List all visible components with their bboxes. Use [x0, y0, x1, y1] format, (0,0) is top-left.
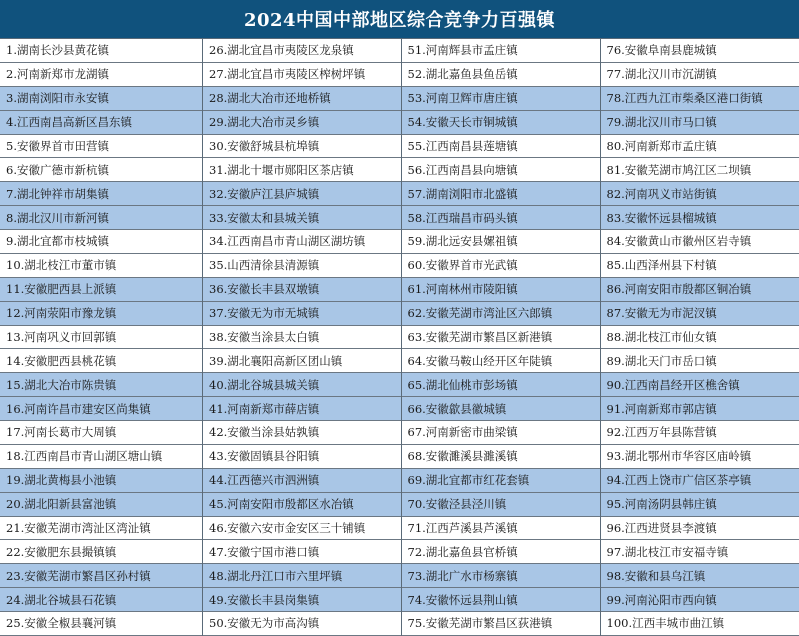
table-cell: 8.湖北汉川市新河镇: [0, 206, 202, 230]
table-cell: 73.湖北广水市杨寨镇: [402, 564, 600, 588]
table-cell: 9.湖北宜都市枝城镇: [0, 230, 202, 254]
table-cell: 7.湖北钟祥市胡集镇: [0, 182, 202, 206]
table-cell: 78.江西九江市柴桑区港口街镇: [601, 87, 799, 111]
table-cell: 29.湖北大冶市灵乡镇: [203, 111, 401, 135]
table-cell: 32.安徽庐江县庐城镇: [203, 182, 401, 206]
table-cell: 30.安徽舒城县杭埠镇: [203, 135, 401, 159]
table-column-4: [601, 39, 799, 636]
table-cell: 40.湖北谷城县城关镇: [203, 373, 401, 397]
table-cell: 18.江西南昌市青山湖区塘山镇: [0, 445, 202, 469]
table-cell: 13.河南巩义市回郭镇: [0, 326, 202, 350]
table-cell: 80.河南新郑市孟庄镇: [601, 135, 799, 159]
table-cell: 51.河南辉县市孟庄镇: [402, 39, 600, 63]
table-cell: 34.江西南昌市青山湖区湖坊镇: [203, 230, 401, 254]
table-cell: 58.江西瑞昌市码头镇: [402, 206, 600, 230]
table-cell: 5.安徽界首市田营镇: [0, 135, 202, 159]
table-cell: 22.安徽肥东县撮镇镇: [0, 540, 202, 564]
table-cell: 41.河南新郑市薛店镇: [203, 397, 401, 421]
table-cell: 62.安徽芜湖市湾沚区六郎镇: [402, 302, 600, 326]
table-cell: 36.安徽长丰县双墩镇: [203, 278, 401, 302]
table-cell: 66.安徽歙县徽城镇: [402, 397, 600, 421]
table-cell: 77.湖北汉川市沉湖镇: [601, 63, 799, 87]
table-cell: 100.江西丰城市曲江镇: [601, 612, 799, 636]
table-cell: 71.江西芦溪县芦溪镇: [402, 517, 600, 541]
sheet-title: 2024中国中部地区综合竞争力百强镇: [0, 0, 799, 38]
table-cell: 27.湖北宜昌市夷陵区榨树坪镇: [203, 63, 401, 87]
table-cell: 93.湖北鄂州市华容区庙岭镇: [601, 445, 799, 469]
table-cell: 24.湖北谷城县石花镇: [0, 588, 202, 612]
table-cell: 98.安徽和县乌江镇: [601, 564, 799, 588]
table-cell: 69.湖北宜都市红花套镇: [402, 469, 600, 493]
table-cell: 88.湖北枝江市仙女镇: [601, 326, 799, 350]
table-cell: 57.湖南浏阳市北盛镇: [402, 182, 600, 206]
table-cell: 87.安徽无为市泥汊镇: [601, 302, 799, 326]
table-cell: 94.江西上饶市广信区茶亭镇: [601, 469, 799, 493]
table-cell: 1.湖南长沙县黄花镇: [0, 39, 202, 63]
table-cell: 4.江西南昌高新区昌东镇: [0, 111, 202, 135]
table-cell: 65.湖北仙桃市彭场镇: [402, 373, 600, 397]
table-cell: 44.江西德兴市泗洲镇: [203, 469, 401, 493]
table-cell: 90.江西南昌经开区樵舍镇: [601, 373, 799, 397]
ranking-table: [0, 38, 799, 636]
table-cell: 50.安徽无为市高沟镇: [203, 612, 401, 636]
table-column-1: [0, 39, 203, 636]
table-cell: 52.湖北嘉鱼县鱼岳镇: [402, 63, 600, 87]
table-cell: 20.湖北阳新县富池镇: [0, 493, 202, 517]
table-cell: 96.江西进贤县李渡镇: [601, 517, 799, 541]
table-cell: 75.安徽芜湖市繁昌区荻港镇: [402, 612, 600, 636]
table-cell: 17.河南长葛市大周镇: [0, 421, 202, 445]
table-cell: 42.安徽当涂县姑孰镇: [203, 421, 401, 445]
table-cell: 25.安徽全椒县襄河镇: [0, 612, 202, 636]
table-cell: 92.江西万年县陈营镇: [601, 421, 799, 445]
table-cell: 47.安徽宁国市港口镇: [203, 540, 401, 564]
table-cell: 56.江西南昌县向塘镇: [402, 158, 600, 182]
table-cell: 33.安徽太和县城关镇: [203, 206, 401, 230]
table-cell: 89.湖北天门市岳口镇: [601, 349, 799, 373]
table-cell: 74.安徽怀远县荆山镇: [402, 588, 600, 612]
table-cell: 83.安徽怀远县榴城镇: [601, 206, 799, 230]
table-cell: 55.江西南昌县莲塘镇: [402, 135, 600, 159]
table-cell: 48.湖北丹江口市六里坪镇: [203, 564, 401, 588]
table-cell: 26.湖北宜昌市夷陵区龙泉镇: [203, 39, 401, 63]
table-cell: 97.湖北枝江市安福寺镇: [601, 540, 799, 564]
table-cell: 60.安徽界首市光武镇: [402, 254, 600, 278]
table-cell: 16.河南许昌市建安区尚集镇: [0, 397, 202, 421]
table-column-3: [402, 39, 601, 636]
table-cell: 85.山西泽州县下村镇: [601, 254, 799, 278]
table-cell: 38.安徽当涂县太白镇: [203, 326, 401, 350]
table-cell: 3.湖南浏阳市永安镇: [0, 87, 202, 111]
table-cell: 64.安徽马鞍山经开区年陡镇: [402, 349, 600, 373]
table-cell: 54.安徽天长市铜城镇: [402, 111, 600, 135]
table-cell: 81.安徽芜湖市鸠江区二坝镇: [601, 158, 799, 182]
table-cell: 76.安徽阜南县鹿城镇: [601, 39, 799, 63]
table-cell: 68.安徽濉溪县濉溪镇: [402, 445, 600, 469]
table-cell: 99.河南沁阳市西向镇: [601, 588, 799, 612]
table-cell: 6.安徽广德市新杭镇: [0, 158, 202, 182]
table-cell: 70.安徽泾县泾川镇: [402, 493, 600, 517]
table-cell: 14.安徽肥西县桃花镇: [0, 349, 202, 373]
table-cell: 59.湖北远安县嫘祖镇: [402, 230, 600, 254]
table-cell: 31.湖北十堰市郧阳区茶店镇: [203, 158, 401, 182]
table-cell: 37.安徽无为市无城镇: [203, 302, 401, 326]
table-cell: 39.湖北襄阳高新区团山镇: [203, 349, 401, 373]
table-cell: 53.河南卫辉市唐庄镇: [402, 87, 600, 111]
table-cell: 63.安徽芜湖市繁昌区新港镇: [402, 326, 600, 350]
table-cell: 67.河南新密市曲梁镇: [402, 421, 600, 445]
table-column-2: [203, 39, 402, 636]
table-cell: 95.河南汤阴县韩庄镇: [601, 493, 799, 517]
table-cell: 19.湖北黄梅县小池镇: [0, 469, 202, 493]
table-cell: 72.湖北嘉鱼县官桥镇: [402, 540, 600, 564]
table-cell: 49.安徽长丰县岗集镇: [203, 588, 401, 612]
table-cell: 15.湖北大冶市陈贵镇: [0, 373, 202, 397]
table-cell: 46.安徽六安市金安区三十铺镇: [203, 517, 401, 541]
table-cell: 79.湖北汉川市马口镇: [601, 111, 799, 135]
table-cell: 2.河南新郑市龙湖镇: [0, 63, 202, 87]
table-cell: 28.湖北大冶市还地桥镇: [203, 87, 401, 111]
table-cell: 84.安徽黄山市徽州区岩寺镇: [601, 230, 799, 254]
table-cell: 61.河南林州市陵阳镇: [402, 278, 600, 302]
table-cell: 12.河南荥阳市豫龙镇: [0, 302, 202, 326]
table-cell: 11.安徽肥西县上派镇: [0, 278, 202, 302]
table-cell: 23.安徽芜湖市繁昌区孙村镇: [0, 564, 202, 588]
table-cell: 10.湖北枝江市董市镇: [0, 254, 202, 278]
table-cell: 43.安徽固镇县谷阳镇: [203, 445, 401, 469]
table-cell: 91.河南新郑市郭店镇: [601, 397, 799, 421]
table-cell: 45.河南安阳市殷都区水冶镇: [203, 493, 401, 517]
table-cell: 21.安徽芜湖市湾沚区湾沚镇: [0, 517, 202, 541]
table-cell: 82.河南巩义市站街镇: [601, 182, 799, 206]
table-cell: 35.山西清徐县清源镇: [203, 254, 401, 278]
table-cell: 86.河南安阳市殷都区铜冶镇: [601, 278, 799, 302]
